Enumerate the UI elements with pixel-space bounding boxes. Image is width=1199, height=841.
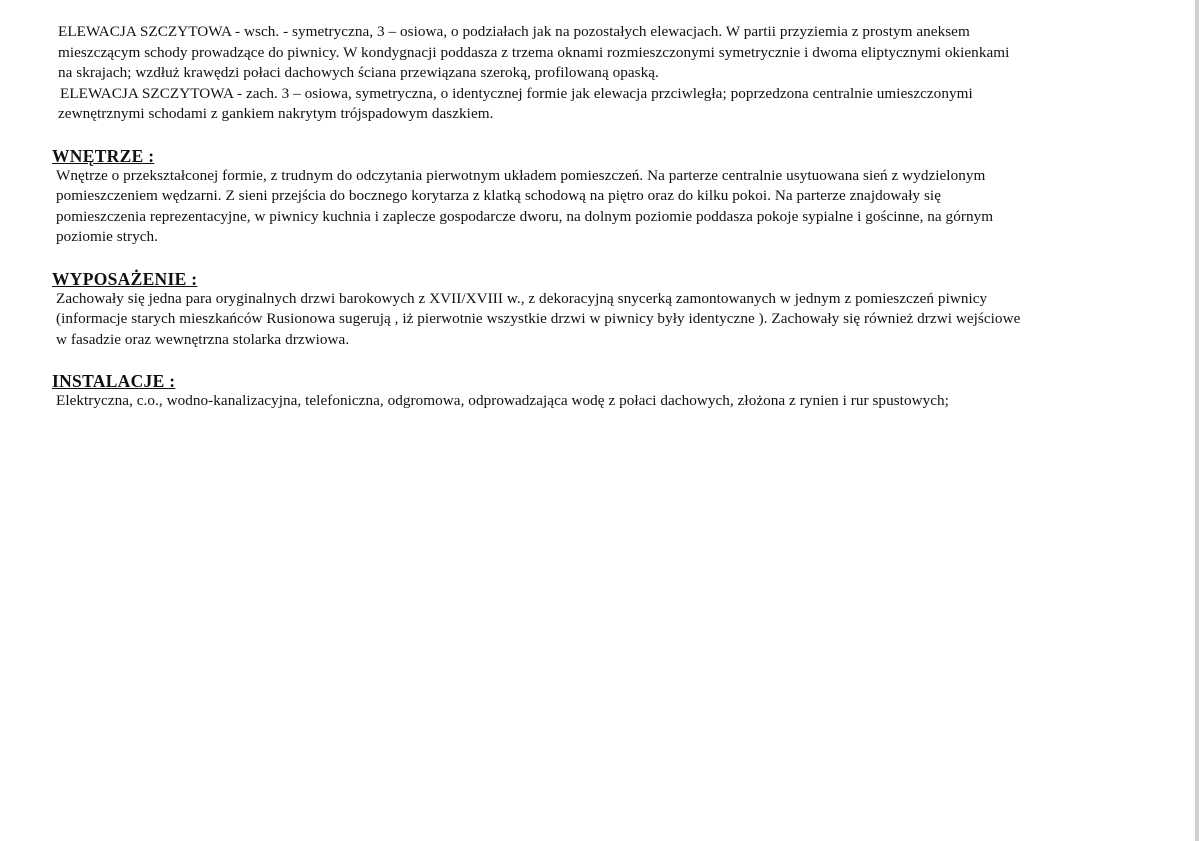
elevation-west-line: ELEWACJA SZCZYTOWA - zach. 3 – osiowa, symetryczna, o identycznej formie jak elewacja przciwległa; poprzedzona centralnie umieszczonymi (60, 84, 973, 102)
installations-heading: INSTALACJE : (52, 371, 176, 391)
interior-line: pomieszczeniem wędzarni. Z sieni przejścia do bocznego korytarza z klatką schodową na piętro oraz do kilku pokoi. Na parterze znajdowały się (56, 187, 941, 204)
elevation-east-line: ELEWACJA SZCZYTOWA - wsch. - symetryczna, 3 – osiowa, o podziałach jak na pozostałych elewacjach. W partii przyziemia z prostym aneksem (58, 23, 970, 40)
furnishing-section (52, 269, 1152, 351)
document-page (52, 22, 1152, 412)
interior-heading: WNĘTRZE : (52, 145, 155, 166)
interior-line: poziomie strych. (56, 228, 159, 245)
scan-edge-divider (1195, 0, 1199, 841)
elevation-east-line: mieszczącym schody prowadzące do piwnicy. W kondygnacji poddasza z trzema oknami rozmieszczonymi symetrycznie i dwoma eliptycznymi okienkami (58, 43, 1010, 61)
installations-section (52, 371, 1152, 412)
furnishing-paragraph (52, 289, 1152, 351)
elevation-west-paragraph (52, 84, 1152, 125)
furnishing-line: Zachowały się jedna para oryginalnych drzwi barokowych z XVII/XVIII w., z dekoracyjną snycerką zamontowanych w jednym z pomieszczeń piwnicy (56, 289, 988, 307)
interior-line: Wnętrze o przekształconej formie, z trudnym do odczytania pierwotnym układem pomieszczeń. Na parterze centralnie usytuowana sień z wydzielonym (56, 166, 986, 184)
interior-section (52, 146, 1152, 248)
furnishing-heading: WYPOSAŻENIE : (52, 268, 198, 289)
elevation-west-line: zewnętrznymi schodami z gankiem nakrytym trójspadowym daszkiem. (58, 105, 494, 122)
interior-paragraph (52, 166, 1152, 248)
installations-paragraph (52, 391, 1152, 412)
interior-line: pomieszczenia reprezentacyjne, w piwnicy kuchnia i zaplecze gospodarcze dworu, na dolnym poziomie poddasza pokoje sypialne i gościnne, na górnym (56, 207, 994, 225)
elevation-east-line: na skrajach; wzdłuż krawędzi połaci dachowych ściana przewiązana szeroką, profilowaną opaską. (58, 64, 659, 81)
elevation-east-paragraph (52, 22, 1152, 84)
furnishing-line: w fasadzie oraz wewnętrzna stolarka drzwiowa. (56, 330, 350, 348)
furnishing-line: (informacje starych mieszkańców Rusionowa sugerują , iż pierwotnie wszystkie drzwi w piwnicy były identyczne ). Zachowały się również drzwi wejściowe (56, 310, 1021, 327)
installations-line: Elektryczna, c.o., wodno-kanalizacyjna, telefoniczna, odgromowa, odprowadzająca wodę z połaci dachowych, złożona z rynien i rur spustowych; (56, 392, 949, 409)
